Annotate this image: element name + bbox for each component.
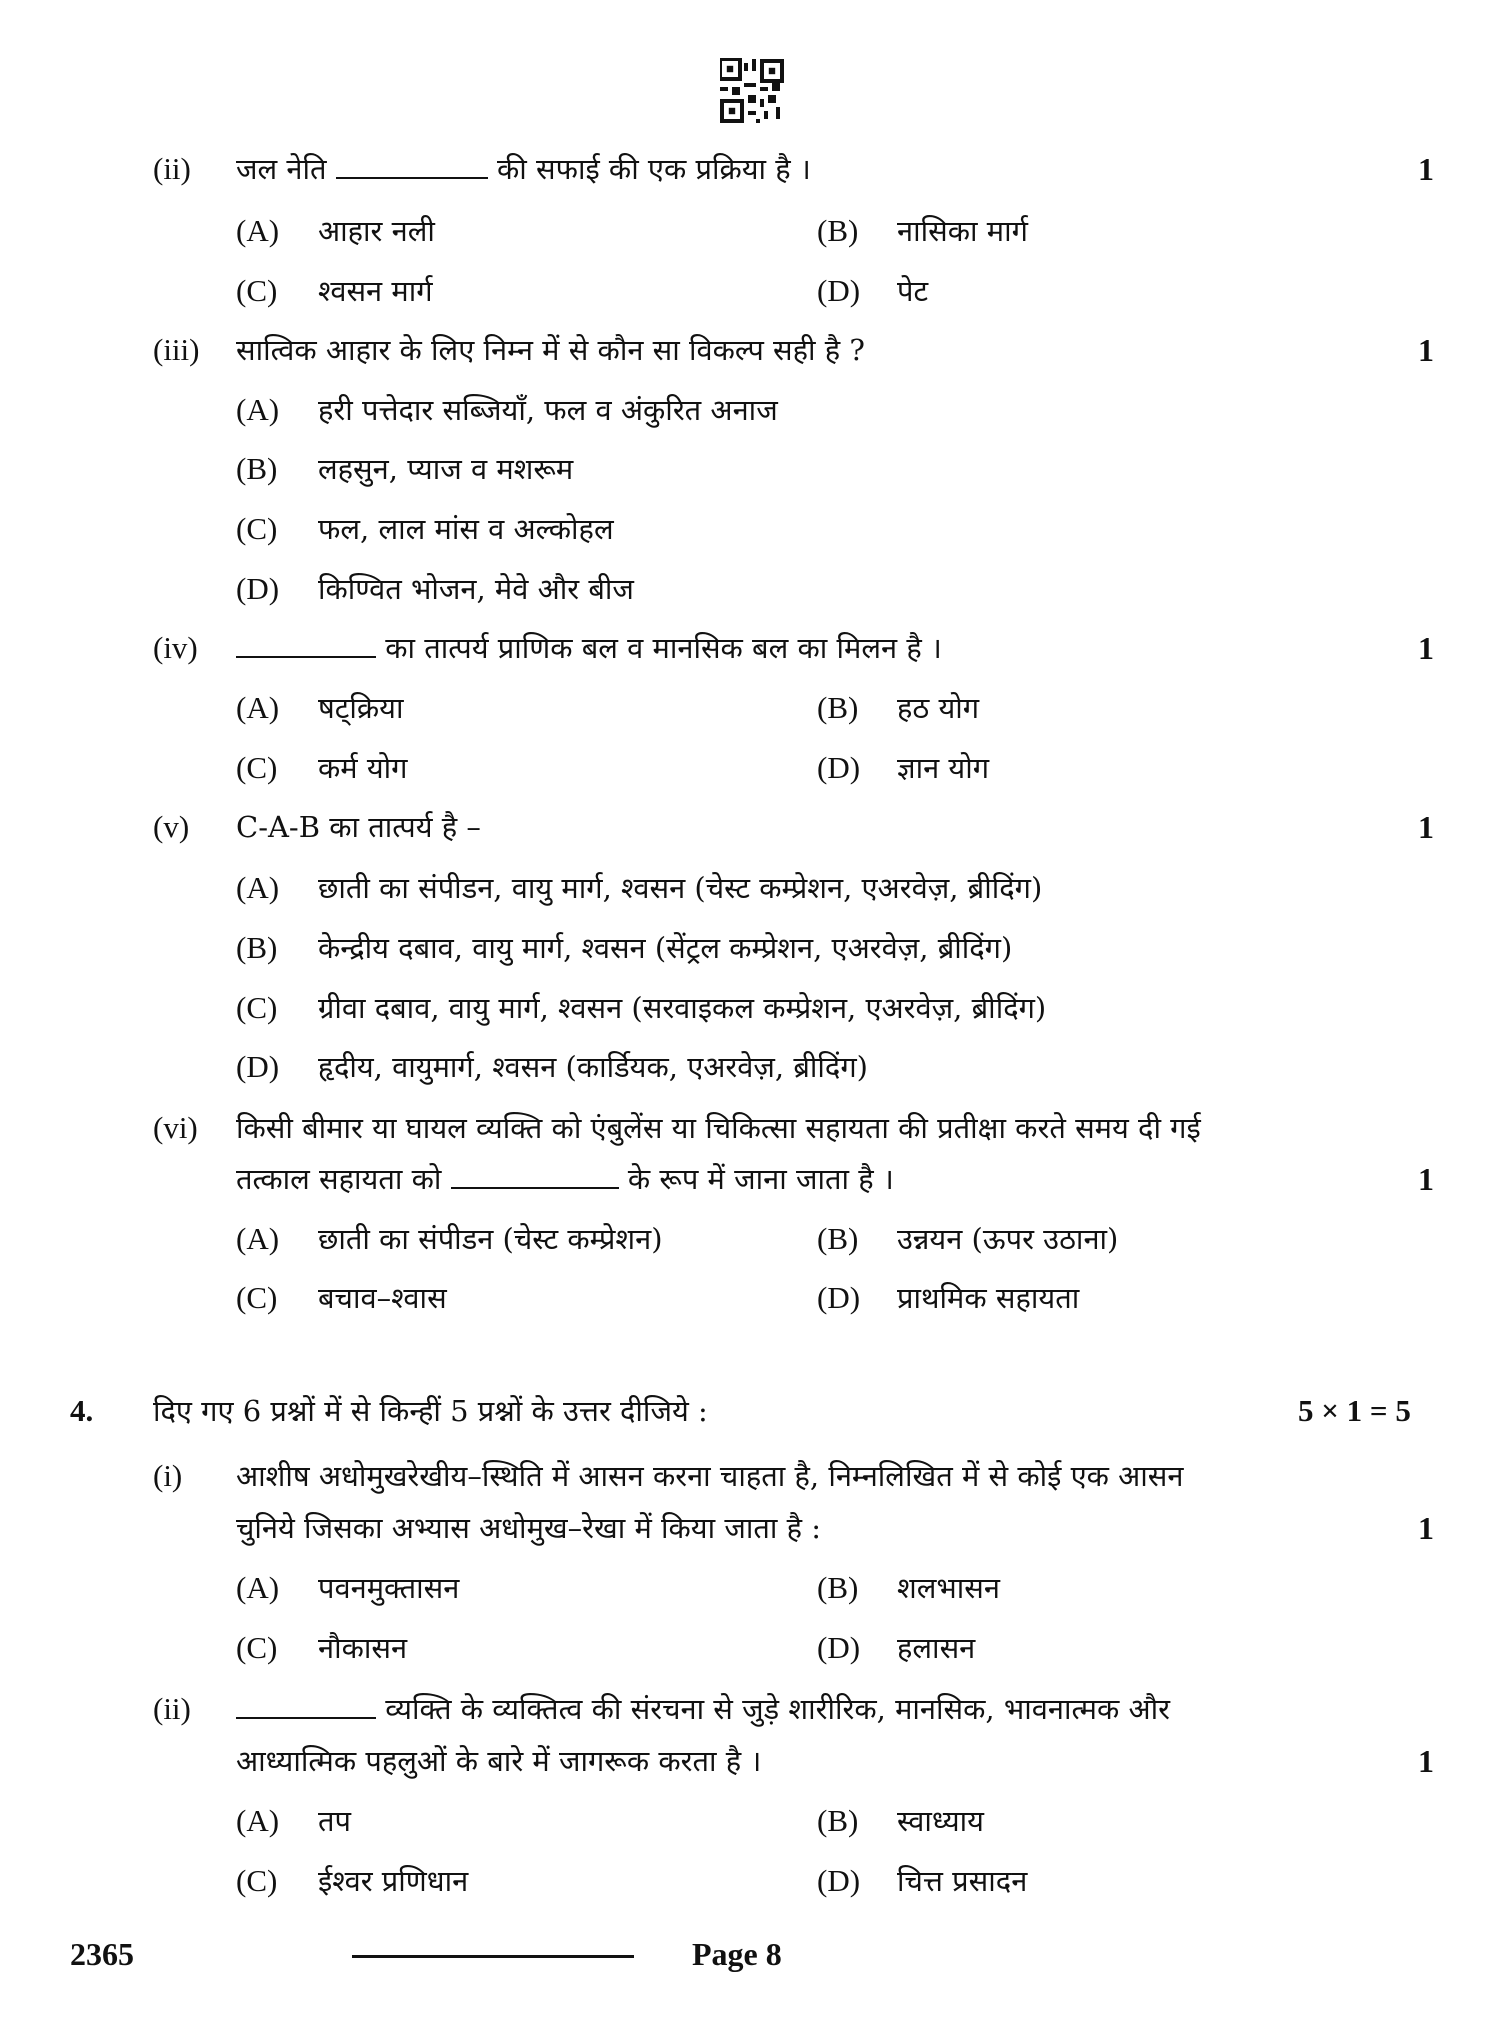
question-4-i — [0, 1456, 1505, 1496]
options-row — [0, 1801, 1505, 1841]
option-label: (A) — [236, 213, 280, 248]
option-text: छाती का संपीडन (चेस्ट कम्प्रेशन) — [318, 1222, 663, 1256]
marks: 1 — [1418, 332, 1434, 368]
option-text: चित्त प्रसादन — [897, 1864, 1028, 1898]
option-text: कर्म योग — [318, 751, 408, 785]
option-label: (D) — [236, 571, 280, 606]
option — [0, 449, 1505, 489]
option-text: केन्द्रीय दबाव, वायु मार्ग, श्वसन (सेंट्रल कम्प्रेशन, एअरवेज़, ब्रीदिंग) — [318, 931, 1013, 965]
question-4-header — [0, 1391, 1505, 1431]
question-text: सात्विक आहार के लिए निम्न में से कौन सा विकल्प सही है ? — [236, 333, 865, 367]
options-row — [0, 748, 1505, 788]
option-label: (C) — [236, 750, 278, 785]
question-3-iv — [0, 628, 1505, 668]
question-text: दिए गए 6 प्रश्नों में से किन्हीं 5 प्रश्नों के उत्तर दीजिये : — [153, 1394, 708, 1428]
option-label: (D) — [817, 1280, 861, 1315]
page-number: Page 8 — [692, 1936, 782, 1972]
question-4-ii — [0, 1689, 1505, 1729]
question-number: (i) — [153, 1458, 183, 1493]
question-text: C-A-B का तात्पर्य है – — [236, 810, 481, 844]
option-text: षट्क्रिया — [318, 691, 404, 725]
question-number: (v) — [153, 809, 190, 844]
options-row — [0, 1628, 1505, 1668]
option-label: (B) — [817, 1570, 859, 1605]
question-3-iii — [0, 330, 1505, 370]
option-text: हलासन — [897, 1631, 976, 1665]
option — [0, 928, 1505, 968]
option-text: हृदीय, वायुमार्ग, श्वसन (कार्डियक, एअरवेज़, ब्रीदिंग) — [318, 1050, 868, 1084]
option-label: (B) — [236, 451, 278, 486]
option-text: छाती का संपीडन, वायु मार्ग, श्वसन (चेस्ट कम्प्रेशन, एअरवेज़, ब्रीदिंग) — [318, 871, 1043, 905]
question-3-v — [0, 807, 1505, 847]
options-row — [0, 688, 1505, 728]
option-label: (A) — [236, 392, 280, 427]
option-text: ईश्वर प्रणिधान — [318, 1864, 469, 1898]
marks: 1 — [1418, 1743, 1434, 1779]
qr-code — [720, 58, 784, 124]
option-text: प्राथमिक सहायता — [897, 1281, 1080, 1315]
option-label: (C) — [236, 990, 278, 1025]
option — [0, 1047, 1505, 1087]
question-text: की सफाई की एक प्रक्रिया है । — [496, 152, 811, 186]
option-label: (D) — [817, 1863, 861, 1898]
option-text: तप — [318, 1804, 352, 1838]
question-number: (vi) — [153, 1110, 198, 1145]
option-text: ग्रीवा दबाव, वायु मार्ग, श्वसन (सरवाइकल कम्प्रेशन, एअरवेज़, ब्रीदिंग) — [318, 991, 1047, 1025]
option-text: फल, लाल मांस व अल्कोहल — [318, 512, 614, 546]
option-label: (B) — [817, 1221, 859, 1256]
options-row — [0, 1861, 1505, 1901]
options-row — [0, 1568, 1505, 1608]
option-label: (D) — [817, 750, 861, 785]
marks: 5 × 1 = 5 — [1298, 1393, 1411, 1428]
option-text: ज्ञान योग — [897, 751, 990, 785]
question-4-i-line2 — [0, 1508, 1505, 1548]
footer-divider — [352, 1955, 634, 1958]
option-text: आहार नली — [318, 214, 435, 248]
option — [0, 868, 1505, 908]
option-label: (A) — [236, 1570, 280, 1605]
option-text: लहसुन, प्याज व मशरूम — [318, 452, 574, 486]
question-number: (ii) — [153, 1691, 191, 1726]
option-label: (C) — [236, 1280, 278, 1315]
question-text: चुनिये जिसका अभ्यास अधोमुख–रेखा में किया जाता है : — [236, 1511, 822, 1545]
option-label: (C) — [236, 273, 278, 308]
option-text: शलभासन — [897, 1571, 1000, 1605]
question-text: व्यक्ति के व्यक्तित्व की संरचना से जुड़े शारीरिक, मानसिक, भावनात्मक और — [385, 1692, 1170, 1726]
question-number: (iv) — [153, 630, 198, 665]
question-3-ii — [0, 149, 1505, 189]
answer-blank — [451, 1161, 619, 1189]
option-label: (D) — [236, 1049, 280, 1084]
question-number: (iii) — [153, 332, 200, 367]
answer-blank — [236, 1691, 376, 1719]
option-label: (D) — [817, 273, 861, 308]
option-label: (C) — [236, 1863, 278, 1898]
option-text: उन्नयन (ऊपर उठाना) — [897, 1222, 1119, 1256]
option-text: नासिका मार्ग — [897, 214, 1028, 248]
option-label: (C) — [236, 1630, 278, 1665]
option-label: (A) — [236, 1803, 280, 1838]
question-text: जल नेति — [236, 152, 327, 186]
option-label: (A) — [236, 690, 280, 725]
option-label: (A) — [236, 1221, 280, 1256]
question-text: किसी बीमार या घायल व्यक्ति को एंबुलेंस या चिकित्सा सहायता की प्रतीक्षा करते समय दी गई — [236, 1111, 1201, 1145]
marks: 1 — [1418, 630, 1434, 666]
option — [0, 569, 1505, 609]
question-text: तत्काल सहायता को — [236, 1162, 442, 1196]
option-text: श्वसन मार्ग — [318, 274, 433, 308]
option — [0, 390, 1505, 430]
option-text: बचाव–श्वास — [318, 1281, 447, 1315]
paper-code: 2365 — [70, 1936, 134, 1972]
option — [0, 988, 1505, 1028]
question-3-vi — [0, 1108, 1505, 1148]
option-label: (D) — [817, 1630, 861, 1665]
option-text: पवनमुक्तासन — [318, 1571, 460, 1605]
marks: 1 — [1418, 151, 1434, 187]
options-row — [0, 1278, 1505, 1318]
option-label: (A) — [236, 870, 280, 905]
answer-blank — [336, 151, 488, 179]
marks: 1 — [1418, 809, 1434, 845]
option — [0, 509, 1505, 549]
answer-blank — [236, 630, 376, 658]
option-text: हरी पत्तेदार सब्जियाँ, फल व अंकुरित अनाज — [318, 393, 778, 427]
question-text: के रूप में जाना जाता है । — [627, 1162, 894, 1196]
option-text: स्वाध्याय — [897, 1804, 984, 1838]
question-number: (ii) — [153, 151, 191, 186]
question-3-vi-line2 — [0, 1159, 1505, 1199]
marks: 1 — [1418, 1510, 1434, 1546]
option-label: (B) — [236, 930, 278, 965]
question-4-ii-line2 — [0, 1741, 1505, 1781]
question-text: आध्यात्मिक पहलुओं के बारे में जागरूक करता है । — [236, 1744, 762, 1778]
question-text: आशीष अधोमुखरेखीय–स्थिति में आसन करना चाहता है, निम्नलिखित में से कोई एक आसन — [236, 1459, 1184, 1493]
option-label: (C) — [236, 511, 278, 546]
option-text: नौकासन — [318, 1631, 408, 1665]
option-text: पेट — [897, 274, 929, 308]
question-number: 4. — [70, 1393, 94, 1428]
option-label: (B) — [817, 690, 859, 725]
options-row — [0, 271, 1505, 311]
options-row — [0, 211, 1505, 251]
option-label: (B) — [817, 213, 859, 248]
option-label: (B) — [817, 1803, 859, 1838]
options-row — [0, 1219, 1505, 1259]
option-text: किण्वित भोजन, मेवे और बीज — [318, 572, 634, 606]
marks: 1 — [1418, 1161, 1434, 1197]
question-text: का तात्पर्य प्राणिक बल व मानसिक बल का मिलन है । — [385, 631, 942, 665]
option-text: हठ योग — [897, 691, 980, 725]
